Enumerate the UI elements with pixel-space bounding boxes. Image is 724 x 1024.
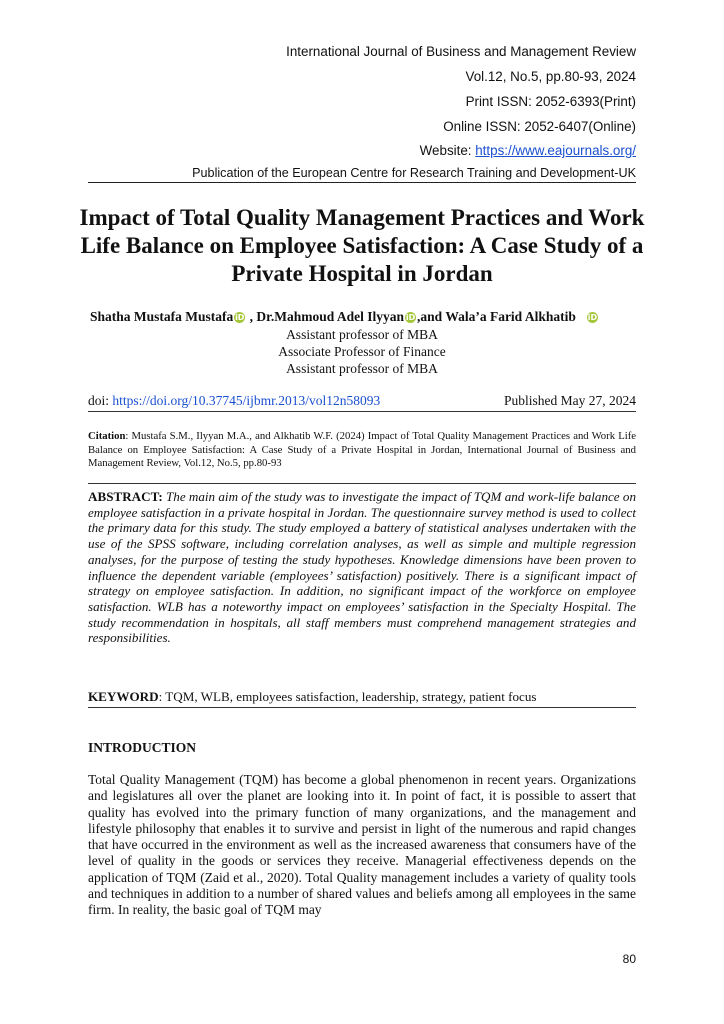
- doi-link[interactable]: https://doi.org/10.37745/ijbmr.2013/vol12n58093: [112, 393, 381, 408]
- affiliation-1: Assistant professor of MBA: [286, 327, 438, 342]
- print-issn: Print ISSN: 2052-6393(Print): [465, 94, 636, 109]
- abstract: [88, 483, 636, 646]
- keyword-text: : TQM, WLB, employees satisfaction, leadership, strategy, patient focus: [158, 689, 537, 704]
- introduction-paragraph: Total Quality Management (TQM) has become a global phenomenon in recent years. Organizations and legislatures all over the planet are looking into it. In point of fact, it is possible to assert that quality has evolved into the primary function of many organizations, and the management and lifestyle philosophy that enables it to survive and persist in light of the numerous and rapid changes that have occurred in the environment as well as the increased awareness that consumers have of the level of quality in the goods or services they receive. Managerial effectiveness depends on the application of TQM (Zaid et al., 2020). Total Quality management includes a variety of quality tools and techniques in addition to a number of shared values and beliefs among all employees in the same firm. In reality, the basic goal of TQM may: [88, 772, 636, 918]
- author-3: ,and Wala’a Farid Alkhatib: [417, 309, 576, 324]
- citation: [88, 430, 636, 471]
- doi-label: doi:: [88, 393, 113, 408]
- abstract-label: ABSTRACT:: [88, 489, 163, 504]
- journal-website: [420, 143, 636, 159]
- affiliation-2: Associate Professor of Finance: [278, 344, 446, 359]
- paper-title: Impact of Total Quality Management Practices and Work Life Balance on Employee Satisfaction: A Case Study of a Private Hospital in Jordan: [79, 205, 645, 286]
- author-2: , Dr.Mahmoud Adel Ilyyan: [246, 309, 405, 324]
- website-link[interactable]: https://www.eajournals.org/: [475, 143, 636, 158]
- orcid-icon[interactable]: iD: [235, 313, 245, 322]
- journal-name: International Journal of Business and Management Review: [286, 44, 636, 59]
- author-1: Shatha Mustafa Mustafa: [90, 309, 234, 324]
- orcid-icon[interactable]: iD: [587, 313, 598, 322]
- section-heading-introduction: INTRODUCTION: [88, 740, 197, 755]
- citation-label: Citation: [88, 430, 126, 442]
- abstract-text: The main aim of the study was to investigate the impact of TQM and work-life balance on employee satisfaction in a private hospital in Jordan. The questionnaire survey method is used to collect the primary data for this study. The study employed a battery of statistical analyses undertaken with the use of the SPSS software, including correlation analyses, as well as simple and multiple regression analyses, for the purpose of testing the study hypotheses. Knowledge dimensions have been proven to influence the dependent variable (employees’ satisfaction) positively. There is a significant impact of strategy on employee satisfaction. In addition, no significant impact of the workforce on employee satisfaction. WLB has a noteworthy impact on employees’ satisfaction in the Specialty Hospital. The study recommendation in hospitals, all staff members must comprehend management strategies and responsibilities.: [88, 489, 636, 646]
- publisher-line: Publication of the European Centre for Research Training and Development-UK: [88, 165, 636, 183]
- page-number: 80: [622, 952, 636, 966]
- published-date: Published May 27, 2024: [503, 393, 636, 408]
- keywords: [88, 688, 636, 708]
- website-label: Website:: [419, 143, 476, 158]
- author-list: [90, 309, 664, 325]
- doi-row: [88, 392, 636, 412]
- journal-volume: Vol.12, No.5, pp.80-93, 2024: [465, 69, 636, 84]
- keyword-label: KEYWORD: [88, 689, 159, 704]
- citation-text: : Mustafa S.M., Ilyyan M.A., and Alkhatib W.F. (2024) Impact of Total Quality Management Practices and Work Life Balance on Employee Satisfaction: A Case Study of a Private Hospital in Jordan, International Journal of Business and Management Review, Vol.12, No.5, pp.80-93: [88, 430, 636, 469]
- online-issn: Online ISSN: 2052-6407(Online): [443, 119, 636, 134]
- affiliation-3: Assistant professor of MBA: [286, 361, 438, 376]
- orcid-icon[interactable]: iD: [405, 313, 416, 322]
